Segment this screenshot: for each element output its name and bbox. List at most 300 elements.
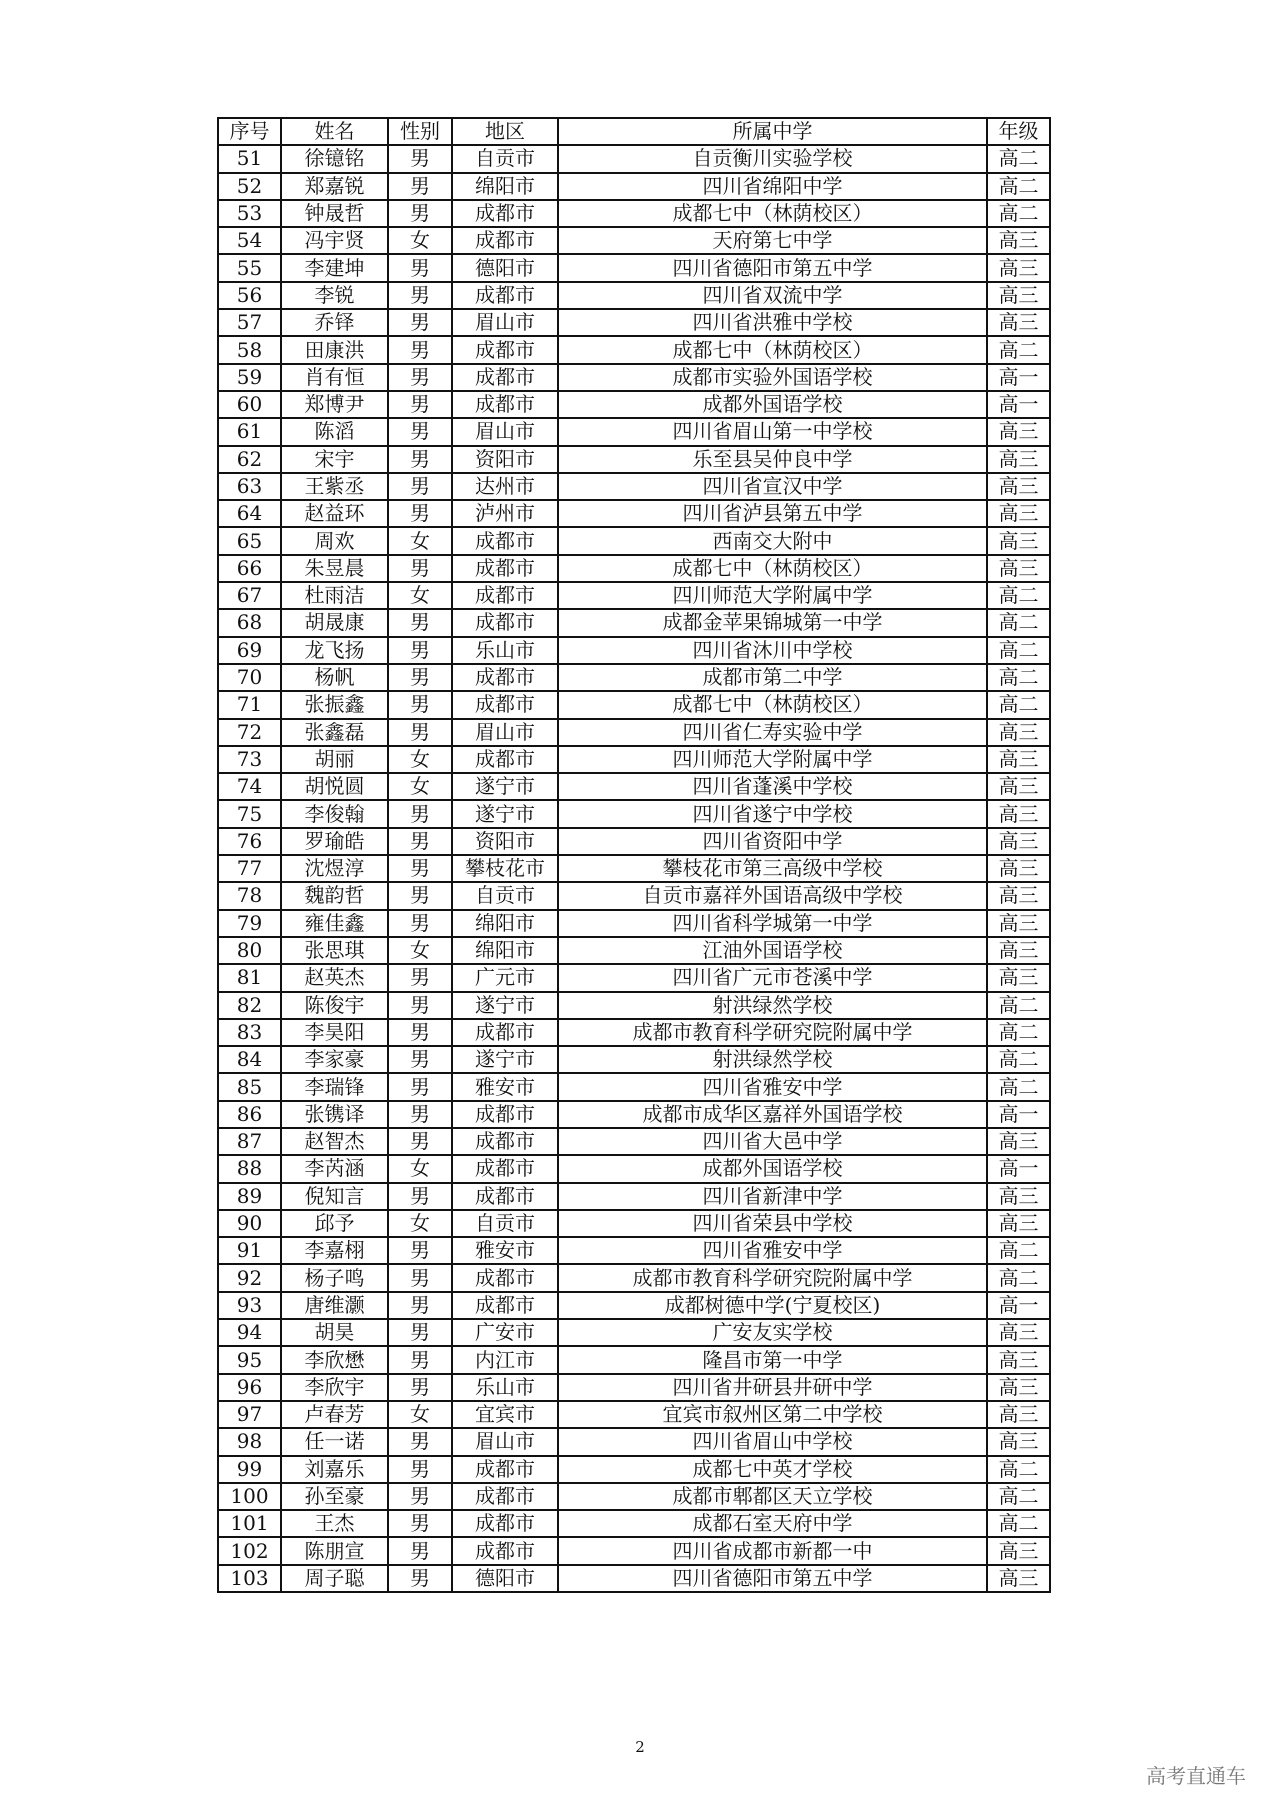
cell-school: 成都七中英才学校 <box>558 1456 987 1483</box>
cell-gender: 男 <box>388 1019 452 1046</box>
cell-school: 自贡衡川实验学校 <box>558 145 987 172</box>
cell-index: 72 <box>218 719 281 746</box>
cell-index: 69 <box>218 637 281 664</box>
cell-region: 成都市 <box>452 1183 558 1210</box>
cell-region: 成都市 <box>452 609 558 636</box>
cell-region: 成都市 <box>452 1292 558 1319</box>
cell-index: 56 <box>218 282 281 309</box>
cell-grade: 高一 <box>987 1292 1050 1319</box>
cell-region: 眉山市 <box>452 719 558 746</box>
table-row <box>218 1101 1050 1128</box>
header-region: 地区 <box>452 118 558 145</box>
cell-region: 成都市 <box>452 582 558 609</box>
cell-region: 绵阳市 <box>452 910 558 937</box>
cell-index: 85 <box>218 1073 281 1100</box>
cell-index: 77 <box>218 855 281 882</box>
cell-region: 成都市 <box>452 1128 558 1155</box>
cell-school: 四川省眉山中学校 <box>558 1428 987 1455</box>
table-row <box>218 527 1050 554</box>
cell-region: 绵阳市 <box>452 173 558 200</box>
cell-region: 遂宁市 <box>452 1046 558 1073</box>
watermark: 高考直通车 <box>1146 1764 1246 1788</box>
cell-gender: 男 <box>388 1128 452 1155</box>
header-grade: 年级 <box>987 118 1050 145</box>
cell-name: 李昊阳 <box>281 1019 388 1046</box>
cell-grade: 高三 <box>987 282 1050 309</box>
cell-name: 孙至豪 <box>281 1483 388 1510</box>
cell-grade: 高二 <box>987 1456 1050 1483</box>
cell-school: 四川师范大学附属中学 <box>558 746 987 773</box>
cell-name: 张镌译 <box>281 1101 388 1128</box>
cell-name: 胡悦圆 <box>281 773 388 800</box>
cell-gender: 男 <box>388 1456 452 1483</box>
cell-school: 成都外国语学校 <box>558 1155 987 1182</box>
cell-region: 德阳市 <box>452 254 558 281</box>
table-row <box>218 691 1050 718</box>
cell-region: 成都市 <box>452 746 558 773</box>
cell-school: 成都市成华区嘉祥外国语学校 <box>558 1101 987 1128</box>
cell-name: 龙飞扬 <box>281 637 388 664</box>
table-row <box>218 773 1050 800</box>
table-row <box>218 364 1050 391</box>
table-row <box>218 1428 1050 1455</box>
table-row <box>218 1510 1050 1537</box>
cell-gender: 男 <box>388 800 452 827</box>
cell-name: 郑嘉锐 <box>281 173 388 200</box>
cell-school: 四川省雅安中学 <box>558 1237 987 1264</box>
cell-name: 邱予 <box>281 1210 388 1237</box>
cell-index: 70 <box>218 664 281 691</box>
cell-gender: 男 <box>388 1510 452 1537</box>
cell-name: 周欢 <box>281 527 388 554</box>
cell-school: 乐至县吴仲良中学 <box>558 446 987 473</box>
cell-grade: 高三 <box>987 800 1050 827</box>
table-row <box>218 964 1050 991</box>
cell-school: 成都七中（林荫校区） <box>558 336 987 363</box>
cell-grade: 高三 <box>987 1537 1050 1564</box>
cell-region: 宜宾市 <box>452 1401 558 1428</box>
cell-region: 成都市 <box>452 664 558 691</box>
cell-grade: 高三 <box>987 773 1050 800</box>
cell-region: 成都市 <box>452 527 558 554</box>
cell-region: 遂宁市 <box>452 992 558 1019</box>
cell-gender: 男 <box>388 309 452 336</box>
cell-school: 四川省科学城第一中学 <box>558 910 987 937</box>
cell-school: 四川省洪雅中学校 <box>558 309 987 336</box>
cell-school: 四川省双流中学 <box>558 282 987 309</box>
cell-school: 隆昌市第一中学 <box>558 1346 987 1373</box>
cell-grade: 高二 <box>987 664 1050 691</box>
cell-school: 成都市第二中学 <box>558 664 987 691</box>
cell-index: 102 <box>218 1537 281 1564</box>
cell-name: 杜雨洁 <box>281 582 388 609</box>
table-row <box>218 637 1050 664</box>
cell-index: 89 <box>218 1183 281 1210</box>
cell-index: 99 <box>218 1456 281 1483</box>
table-row <box>218 1128 1050 1155</box>
cell-school: 攀枝花市第三高级中学校 <box>558 855 987 882</box>
cell-region: 成都市 <box>452 282 558 309</box>
cell-grade: 高二 <box>987 200 1050 227</box>
table-row <box>218 1183 1050 1210</box>
table-row <box>218 992 1050 1019</box>
cell-school: 四川省遂宁中学校 <box>558 800 987 827</box>
table-row <box>218 937 1050 964</box>
cell-grade: 高三 <box>987 719 1050 746</box>
cell-name: 杨子鸣 <box>281 1264 388 1291</box>
cell-grade: 高三 <box>987 1128 1050 1155</box>
cell-gender: 男 <box>388 173 452 200</box>
cell-name: 唐维灏 <box>281 1292 388 1319</box>
cell-index: 103 <box>218 1565 281 1592</box>
cell-gender: 女 <box>388 937 452 964</box>
table-row <box>218 555 1050 582</box>
cell-school: 四川省新津中学 <box>558 1183 987 1210</box>
table-row <box>218 800 1050 827</box>
cell-index: 58 <box>218 336 281 363</box>
cell-index: 101 <box>218 1510 281 1537</box>
cell-name: 张振鑫 <box>281 691 388 718</box>
cell-index: 82 <box>218 992 281 1019</box>
cell-school: 四川师范大学附属中学 <box>558 582 987 609</box>
cell-gender: 男 <box>388 664 452 691</box>
table-row <box>218 418 1050 445</box>
cell-grade: 高二 <box>987 1264 1050 1291</box>
cell-school: 四川省荣县中学校 <box>558 1210 987 1237</box>
cell-grade: 高三 <box>987 500 1050 527</box>
cell-index: 73 <box>218 746 281 773</box>
cell-region: 雅安市 <box>452 1073 558 1100</box>
cell-gender: 男 <box>388 1237 452 1264</box>
cell-grade: 高三 <box>987 910 1050 937</box>
cell-grade: 高二 <box>987 609 1050 636</box>
table-row <box>218 500 1050 527</box>
cell-name: 乔铎 <box>281 309 388 336</box>
cell-grade: 高三 <box>987 1346 1050 1373</box>
cell-index: 81 <box>218 964 281 991</box>
cell-region: 成都市 <box>452 1537 558 1564</box>
cell-region: 自贡市 <box>452 145 558 172</box>
cell-region: 泸州市 <box>452 500 558 527</box>
cell-index: 79 <box>218 910 281 937</box>
cell-name: 倪知言 <box>281 1183 388 1210</box>
cell-grade: 高二 <box>987 336 1050 363</box>
cell-gender: 男 <box>388 364 452 391</box>
cell-school: 广安友实学校 <box>558 1319 987 1346</box>
cell-school: 成都外国语学校 <box>558 391 987 418</box>
cell-school: 西南交大附中 <box>558 527 987 554</box>
cell-region: 达州市 <box>452 473 558 500</box>
cell-grade: 高三 <box>987 855 1050 882</box>
cell-index: 68 <box>218 609 281 636</box>
table-row <box>218 664 1050 691</box>
cell-region: 成都市 <box>452 1264 558 1291</box>
cell-gender: 男 <box>388 418 452 445</box>
cell-region: 成都市 <box>452 391 558 418</box>
cell-gender: 女 <box>388 1155 452 1182</box>
table-row <box>218 609 1050 636</box>
table-row <box>218 1319 1050 1346</box>
cell-index: 94 <box>218 1319 281 1346</box>
cell-index: 61 <box>218 418 281 445</box>
cell-name: 朱昱晨 <box>281 555 388 582</box>
cell-grade: 高二 <box>987 145 1050 172</box>
cell-school: 四川省成都市新都一中 <box>558 1537 987 1564</box>
cell-grade: 高三 <box>987 555 1050 582</box>
cell-name: 钟晟哲 <box>281 200 388 227</box>
cell-region: 眉山市 <box>452 1428 558 1455</box>
cell-gender: 男 <box>388 446 452 473</box>
cell-grade: 高三 <box>987 446 1050 473</box>
cell-name: 张鑫磊 <box>281 719 388 746</box>
cell-region: 乐山市 <box>452 1374 558 1401</box>
cell-grade: 高二 <box>987 1510 1050 1537</box>
cell-school: 四川省德阳市第五中学 <box>558 254 987 281</box>
cell-grade: 高三 <box>987 937 1050 964</box>
cell-grade: 高二 <box>987 173 1050 200</box>
table-row <box>218 145 1050 172</box>
cell-gender: 男 <box>388 1565 452 1592</box>
cell-grade: 高三 <box>987 1565 1050 1592</box>
header-index: 序号 <box>218 118 281 145</box>
table-row <box>218 309 1050 336</box>
cell-name: 李嘉栩 <box>281 1237 388 1264</box>
cell-index: 71 <box>218 691 281 718</box>
cell-gender: 男 <box>388 1046 452 1073</box>
cell-index: 60 <box>218 391 281 418</box>
cell-grade: 高三 <box>987 828 1050 855</box>
cell-grade: 高二 <box>987 1073 1050 1100</box>
cell-gender: 男 <box>388 1292 452 1319</box>
cell-gender: 男 <box>388 1537 452 1564</box>
cell-school: 自贡市嘉祥外国语高级中学校 <box>558 882 987 909</box>
table-row <box>218 746 1050 773</box>
table-row <box>218 254 1050 281</box>
cell-name: 王紫丞 <box>281 473 388 500</box>
cell-region: 成都市 <box>452 1483 558 1510</box>
cell-index: 84 <box>218 1046 281 1073</box>
cell-region: 内江市 <box>452 1346 558 1373</box>
cell-index: 74 <box>218 773 281 800</box>
cell-region: 遂宁市 <box>452 800 558 827</box>
cell-grade: 高二 <box>987 691 1050 718</box>
cell-index: 90 <box>218 1210 281 1237</box>
cell-region: 乐山市 <box>452 637 558 664</box>
cell-school: 四川省绵阳中学 <box>558 173 987 200</box>
cell-grade: 高三 <box>987 1183 1050 1210</box>
table-row <box>218 1237 1050 1264</box>
cell-index: 92 <box>218 1264 281 1291</box>
cell-index: 88 <box>218 1155 281 1182</box>
table-row <box>218 1155 1050 1182</box>
cell-name: 肖有恒 <box>281 364 388 391</box>
cell-index: 80 <box>218 937 281 964</box>
table-row <box>218 200 1050 227</box>
table-row <box>218 336 1050 363</box>
table-row <box>218 1292 1050 1319</box>
cell-region: 成都市 <box>452 1019 558 1046</box>
cell-region: 绵阳市 <box>452 937 558 964</box>
cell-gender: 男 <box>388 964 452 991</box>
table-row <box>218 1374 1050 1401</box>
table-row <box>218 1483 1050 1510</box>
cell-index: 75 <box>218 800 281 827</box>
cell-index: 83 <box>218 1019 281 1046</box>
cell-name: 李欣懋 <box>281 1346 388 1373</box>
cell-grade: 高三 <box>987 746 1050 773</box>
cell-gender: 男 <box>388 855 452 882</box>
cell-gender: 女 <box>388 582 452 609</box>
cell-name: 王杰 <box>281 1510 388 1537</box>
cell-school: 成都石室天府中学 <box>558 1510 987 1537</box>
cell-gender: 女 <box>388 1210 452 1237</box>
cell-gender: 男 <box>388 200 452 227</box>
cell-index: 100 <box>218 1483 281 1510</box>
cell-region: 广安市 <box>452 1319 558 1346</box>
cell-school: 宜宾市叙州区第二中学校 <box>558 1401 987 1428</box>
cell-region: 眉山市 <box>452 309 558 336</box>
cell-gender: 男 <box>388 1183 452 1210</box>
cell-school: 成都市郫都区天立学校 <box>558 1483 987 1510</box>
cell-school: 四川省宣汉中学 <box>558 473 987 500</box>
cell-name: 李建坤 <box>281 254 388 281</box>
cell-gender: 男 <box>388 1319 452 1346</box>
cell-gender: 男 <box>388 1101 452 1128</box>
table-row <box>218 910 1050 937</box>
cell-name: 沈煜淳 <box>281 855 388 882</box>
cell-index: 76 <box>218 828 281 855</box>
cell-index: 93 <box>218 1292 281 1319</box>
cell-school: 四川省沐川中学校 <box>558 637 987 664</box>
cell-school: 四川省蓬溪中学校 <box>558 773 987 800</box>
cell-school: 四川省仁寿实验中学 <box>558 719 987 746</box>
cell-school: 四川省德阳市第五中学 <box>558 1565 987 1592</box>
cell-name: 任一诺 <box>281 1428 388 1455</box>
cell-name: 杨帆 <box>281 664 388 691</box>
cell-gender: 男 <box>388 637 452 664</box>
table-row <box>218 1073 1050 1100</box>
cell-name: 刘嘉乐 <box>281 1456 388 1483</box>
cell-grade: 高一 <box>987 1101 1050 1128</box>
cell-grade: 高二 <box>987 992 1050 1019</box>
cell-region: 遂宁市 <box>452 773 558 800</box>
cell-name: 赵英杰 <box>281 964 388 991</box>
cell-name: 李欣宇 <box>281 1374 388 1401</box>
cell-index: 52 <box>218 173 281 200</box>
cell-gender: 男 <box>388 1073 452 1100</box>
cell-index: 87 <box>218 1128 281 1155</box>
table-row <box>218 282 1050 309</box>
cell-gender: 男 <box>388 254 452 281</box>
cell-region: 成都市 <box>452 200 558 227</box>
cell-region: 自贡市 <box>452 882 558 909</box>
cell-name: 李芮涵 <box>281 1155 388 1182</box>
cell-index: 97 <box>218 1401 281 1428</box>
cell-gender: 男 <box>388 1346 452 1373</box>
cell-school: 射洪绿然学校 <box>558 1046 987 1073</box>
cell-region: 成都市 <box>452 555 558 582</box>
header-name: 姓名 <box>281 118 388 145</box>
cell-gender: 男 <box>388 391 452 418</box>
cell-region: 攀枝花市 <box>452 855 558 882</box>
cell-name: 李锐 <box>281 282 388 309</box>
cell-gender: 男 <box>388 691 452 718</box>
cell-school: 成都市教育科学研究院附属中学 <box>558 1264 987 1291</box>
cell-name: 宋宇 <box>281 446 388 473</box>
cell-name: 徐镱铭 <box>281 145 388 172</box>
table-row <box>218 882 1050 909</box>
cell-gender: 女 <box>388 773 452 800</box>
table-row <box>218 1264 1050 1291</box>
cell-grade: 高二 <box>987 1483 1050 1510</box>
cell-grade: 高三 <box>987 418 1050 445</box>
cell-region: 成都市 <box>452 1510 558 1537</box>
cell-school: 成都树德中学(宁夏校区) <box>558 1292 987 1319</box>
table-row <box>218 1346 1050 1373</box>
cell-school: 成都市教育科学研究院附属中学 <box>558 1019 987 1046</box>
cell-name: 雍佳鑫 <box>281 910 388 937</box>
cell-gender: 男 <box>388 282 452 309</box>
cell-name: 李俊翰 <box>281 800 388 827</box>
cell-index: 62 <box>218 446 281 473</box>
student-list-table <box>217 117 1051 1593</box>
cell-school: 成都七中（林荫校区） <box>558 555 987 582</box>
cell-grade: 高三 <box>987 1401 1050 1428</box>
table-row <box>218 1537 1050 1564</box>
cell-grade: 高三 <box>987 1210 1050 1237</box>
cell-region: 成都市 <box>452 1155 558 1182</box>
table-row <box>218 1046 1050 1073</box>
cell-index: 66 <box>218 555 281 582</box>
cell-school: 江油外国语学校 <box>558 937 987 964</box>
cell-grade: 高一 <box>987 1155 1050 1182</box>
cell-grade: 高一 <box>987 364 1050 391</box>
cell-index: 91 <box>218 1237 281 1264</box>
table-row <box>218 1019 1050 1046</box>
cell-name: 魏韵哲 <box>281 882 388 909</box>
cell-name: 陈滔 <box>281 418 388 445</box>
cell-region: 成都市 <box>452 336 558 363</box>
table-row <box>218 1456 1050 1483</box>
cell-index: 54 <box>218 227 281 254</box>
cell-name: 赵智杰 <box>281 1128 388 1155</box>
cell-index: 65 <box>218 527 281 554</box>
cell-name: 李瑞锋 <box>281 1073 388 1100</box>
cell-index: 55 <box>218 254 281 281</box>
cell-index: 59 <box>218 364 281 391</box>
cell-gender: 男 <box>388 473 452 500</box>
cell-school: 天府第七中学 <box>558 227 987 254</box>
cell-grade: 高三 <box>987 473 1050 500</box>
cell-school: 成都七中（林荫校区） <box>558 200 987 227</box>
cell-region: 资阳市 <box>452 446 558 473</box>
cell-grade: 高二 <box>987 582 1050 609</box>
table-row <box>218 446 1050 473</box>
cell-name: 陈朋宣 <box>281 1537 388 1564</box>
cell-school: 成都金苹果锦城第一中学 <box>558 609 987 636</box>
cell-index: 67 <box>218 582 281 609</box>
table-row <box>218 391 1050 418</box>
cell-grade: 高二 <box>987 637 1050 664</box>
cell-school: 四川省眉山第一中学校 <box>558 418 987 445</box>
table-row <box>218 1401 1050 1428</box>
cell-grade: 高三 <box>987 227 1050 254</box>
table-row <box>218 828 1050 855</box>
cell-school: 四川省雅安中学 <box>558 1073 987 1100</box>
cell-index: 53 <box>218 200 281 227</box>
cell-gender: 男 <box>388 555 452 582</box>
cell-gender: 男 <box>388 1264 452 1291</box>
